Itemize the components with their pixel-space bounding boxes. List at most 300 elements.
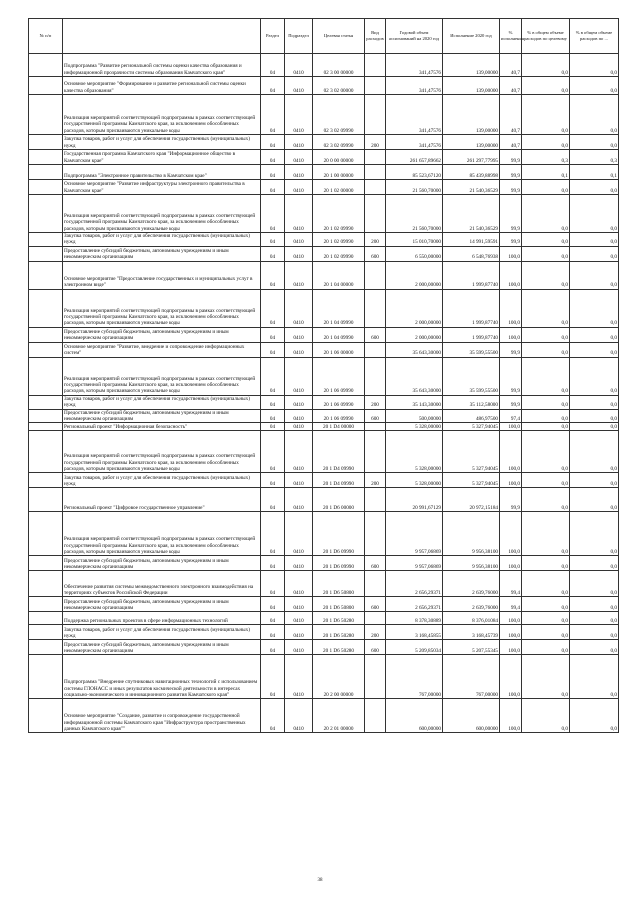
- cell-percent: 100,0: [500, 556, 522, 571]
- cell-target-article: 02 3 00 00000: [313, 54, 365, 77]
- cell-share-2: 0,0: [570, 95, 619, 135]
- cell-expense-type: [365, 180, 386, 195]
- cell-expense-type: 200: [365, 473, 386, 488]
- cell-plan-amount: 5 328,00000: [386, 431, 443, 473]
- cell-plan-amount: 35 143,30000: [386, 395, 443, 409]
- cell-percent: 40,7: [500, 77, 522, 95]
- cell-podrazdel: 0410: [285, 327, 313, 342]
- cell-share-1: 0,0: [522, 597, 570, 612]
- cell-fact-amount: 5 207,55345: [443, 640, 500, 655]
- cell-fact-amount: 767,00000: [443, 655, 500, 699]
- cell-percent: 100,0: [500, 699, 522, 733]
- cell-fact-amount: 2 639,76000: [443, 597, 500, 612]
- cell-name: Предоставление субсидий бюджетным, автономным учреждениям и иным некоммерческим организациям: [63, 327, 261, 342]
- table-row: [29, 289, 619, 327]
- cell-fact-amount: 21 540,36529: [443, 180, 500, 195]
- cell-podrazdel: 0410: [285, 512, 313, 556]
- table-row: [29, 556, 619, 571]
- cell-num: [29, 612, 63, 625]
- cell-share-1: 0,0: [522, 195, 570, 233]
- cell-percent: 100,0: [500, 512, 522, 556]
- cell-fact-amount: 139,00000: [443, 95, 500, 135]
- cell-num: [29, 597, 63, 612]
- cell-num: [29, 233, 63, 247]
- cell-name: Основное мероприятие "Формирование и развитие региональной системы оценки качества образования": [63, 77, 261, 95]
- cell-percent: 99,9: [500, 488, 522, 512]
- cell-percent: 99,9: [500, 150, 522, 165]
- cell-target-article: 20 1 02 09990: [313, 233, 365, 247]
- table-header-row: [29, 19, 619, 54]
- table-row: [29, 640, 619, 655]
- cell-target-article: 20 1 02 09990: [313, 195, 365, 233]
- cell-percent: 99,9: [500, 395, 522, 409]
- cell-percent: 100,0: [500, 261, 522, 289]
- table-row: [29, 431, 619, 473]
- cell-podrazdel: 0410: [285, 77, 313, 95]
- cell-share-1: 0,0: [522, 395, 570, 409]
- cell-target-article: 20 0 00 00000: [313, 150, 365, 165]
- cell-num: [29, 423, 63, 431]
- cell-num: [29, 261, 63, 289]
- cell-num: [29, 395, 63, 409]
- cell-share-1: 0,0: [522, 612, 570, 625]
- cell-target-article: 02 3 02 09990: [313, 135, 365, 150]
- cell-target-article: 20 1 04 09990: [313, 289, 365, 327]
- page-number: 38: [317, 878, 323, 883]
- cell-plan-amount: 341,47576: [386, 77, 443, 95]
- cell-share-1: 0,0: [522, 473, 570, 488]
- cell-fact-amount: 1 999,87740: [443, 261, 500, 289]
- cell-plan-amount: 500,00000: [386, 409, 443, 423]
- cell-razdel: 04: [261, 699, 285, 733]
- cell-name: Реализация мероприятий соответствующей подпрограммы в рамках соответствующей государственной программы Камчатского края, за исключением обособленных расходов, которым присваиваются уникальные коды: [63, 431, 261, 473]
- cell-podrazdel: 0410: [285, 150, 313, 165]
- cell-share-1: 0,0: [522, 699, 570, 733]
- cell-num: [29, 135, 63, 150]
- cell-razdel: 04: [261, 431, 285, 473]
- header-share-2: % в общем объеме расходов по ...: [570, 19, 619, 54]
- cell-expense-type: 600: [365, 246, 386, 261]
- table-row: [29, 357, 619, 395]
- table-row: [29, 150, 619, 165]
- cell-num: [29, 431, 63, 473]
- cell-share-2: 0,0: [570, 233, 619, 247]
- cell-podrazdel: 0410: [285, 342, 313, 357]
- cell-razdel: 04: [261, 246, 285, 261]
- cell-fact-amount: 14 991,59591: [443, 233, 500, 247]
- cell-expense-type: 200: [365, 135, 386, 150]
- cell-share-2: 0,0: [570, 246, 619, 261]
- cell-share-1: 0,0: [522, 135, 570, 150]
- cell-share-2: 0,0: [570, 77, 619, 95]
- cell-plan-amount: 767,00000: [386, 655, 443, 699]
- cell-num: [29, 699, 63, 733]
- cell-share-1: 0,0: [522, 261, 570, 289]
- cell-razdel: 04: [261, 195, 285, 233]
- cell-fact-amount: 486,97500: [443, 409, 500, 423]
- cell-fact-amount: 139,00000: [443, 135, 500, 150]
- cell-percent: 100,0: [500, 327, 522, 342]
- cell-podrazdel: 0410: [285, 423, 313, 431]
- cell-name: Реализация мероприятий соответствующей подпрограммы в рамках соответствующей государственной программы Камчатского края, за исключением обособленных расходов, которым присваиваются уникальные коды: [63, 512, 261, 556]
- cell-podrazdel: 0410: [285, 135, 313, 150]
- cell-share-1: 0,0: [522, 54, 570, 77]
- cell-share-2: 0,0: [570, 431, 619, 473]
- cell-razdel: 04: [261, 180, 285, 195]
- cell-num: [29, 512, 63, 556]
- header-plan: Годовой объем ассигнований на 2020 год: [386, 19, 443, 54]
- cell-plan-amount: 2 656,29371: [386, 571, 443, 597]
- cell-fact-amount: 5 327,94045: [443, 423, 500, 431]
- cell-target-article: 20 1 06 09990: [313, 357, 365, 395]
- table-row: [29, 195, 619, 233]
- cell-target-article: 02 3 02 09990: [313, 95, 365, 135]
- cell-razdel: 04: [261, 655, 285, 699]
- cell-name: Закупка товаров, работ и услуг для обеспечения государственных (муниципальных) нужд: [63, 135, 261, 150]
- cell-plan-amount: 261 657,89662: [386, 150, 443, 165]
- cell-percent: 99,9: [500, 342, 522, 357]
- cell-share-2: 0,0: [570, 699, 619, 733]
- cell-percent: 40,7: [500, 95, 522, 135]
- cell-share-2: 0,0: [570, 571, 619, 597]
- cell-name: Подпрограмма "Внедрение спутниковых навигационных технологий с использованием системы ГЛОНАСС и иных результатов космической деятельности в интересах социально-экономического и инновационного развития Камчатского края": [63, 655, 261, 699]
- cell-podrazdel: 0410: [285, 699, 313, 733]
- table-row: [29, 597, 619, 612]
- header-vr: Вид расходов: [365, 19, 386, 54]
- cell-razdel: 04: [261, 357, 285, 395]
- cell-share-2: 0,0: [570, 488, 619, 512]
- cell-razdel: 04: [261, 327, 285, 342]
- cell-expense-type: 600: [365, 327, 386, 342]
- cell-razdel: 04: [261, 233, 285, 247]
- cell-share-1: 0,0: [522, 556, 570, 571]
- cell-num: [29, 165, 63, 180]
- cell-fact-amount: 85 439,88998: [443, 165, 500, 180]
- cell-fact-amount: 20 972,15184: [443, 488, 500, 512]
- cell-share-2: 0,0: [570, 180, 619, 195]
- cell-percent: 99,9: [500, 180, 522, 195]
- cell-plan-amount: 2 000,00000: [386, 261, 443, 289]
- header-num: № п/п: [29, 19, 63, 54]
- cell-target-article: 20 1 00 00000: [313, 165, 365, 180]
- cell-plan-amount: 5 209,85034: [386, 640, 443, 655]
- cell-fact-amount: 35 599,55500: [443, 357, 500, 395]
- header-razdel: Раздел: [261, 19, 285, 54]
- cell-percent: 100,0: [500, 473, 522, 488]
- cell-expense-type: [365, 165, 386, 180]
- cell-share-2: 0,0: [570, 395, 619, 409]
- header-name: [63, 19, 261, 54]
- cell-razdel: 04: [261, 342, 285, 357]
- cell-target-article: 20 1 02 09990: [313, 246, 365, 261]
- cell-percent: 100,0: [500, 655, 522, 699]
- cell-plan-amount: 3 168,45855: [386, 625, 443, 640]
- cell-num: [29, 357, 63, 395]
- cell-percent: 100,0: [500, 423, 522, 431]
- table-row: [29, 95, 619, 135]
- cell-plan-amount: 2 000,00000: [386, 289, 443, 327]
- cell-fact-amount: 9 956,38100: [443, 512, 500, 556]
- cell-fact-amount: 600,00000: [443, 699, 500, 733]
- cell-fact-amount: 261 297,77995: [443, 150, 500, 165]
- table-row: [29, 54, 619, 77]
- cell-expense-type: [365, 77, 386, 95]
- cell-num: [29, 409, 63, 423]
- cell-podrazdel: 0410: [285, 431, 313, 473]
- cell-share-2: 0,0: [570, 556, 619, 571]
- cell-share-2: 0,0: [570, 195, 619, 233]
- cell-podrazdel: 0410: [285, 409, 313, 423]
- cell-plan-amount: 341,47576: [386, 135, 443, 150]
- table-row: [29, 423, 619, 431]
- cell-fact-amount: 35 599,55500: [443, 342, 500, 357]
- cell-razdel: 04: [261, 150, 285, 165]
- cell-share-2: 0,0: [570, 625, 619, 640]
- table-row: [29, 488, 619, 512]
- cell-plan-amount: 6 550,00000: [386, 246, 443, 261]
- cell-num: [29, 571, 63, 597]
- cell-name: Закупка товаров, работ и услуг для обеспечения государственных (муниципальных) нужд: [63, 625, 261, 640]
- cell-expense-type: [365, 612, 386, 625]
- cell-podrazdel: 0410: [285, 640, 313, 655]
- table-row: [29, 77, 619, 95]
- cell-target-article: 20 1 D6 00000: [313, 488, 365, 512]
- cell-num: [29, 556, 63, 571]
- cell-share-1: 0,0: [522, 640, 570, 655]
- cell-name: Предоставление субсидий бюджетным, автономным учреждениям и иным некоммерческим организациям: [63, 556, 261, 571]
- cell-num: [29, 95, 63, 135]
- cell-plan-amount: 600,00000: [386, 699, 443, 733]
- cell-percent: 40,7: [500, 54, 522, 77]
- cell-share-2: 0,0: [570, 357, 619, 395]
- cell-target-article: 20 1 06 09990: [313, 395, 365, 409]
- cell-razdel: 04: [261, 488, 285, 512]
- cell-name: Подпрограмма "Электронное правительство в Камчатском крае": [63, 165, 261, 180]
- cell-share-1: 0,0: [522, 246, 570, 261]
- cell-plan-amount: 8 378,30889: [386, 612, 443, 625]
- cell-podrazdel: 0410: [285, 625, 313, 640]
- cell-plan-amount: 35 643,30000: [386, 342, 443, 357]
- cell-fact-amount: 1 999,87740: [443, 327, 500, 342]
- cell-fact-amount: 139,00000: [443, 77, 500, 95]
- table-row: [29, 342, 619, 357]
- cell-share-1: 0,0: [522, 423, 570, 431]
- cell-target-article: 20 1 04 09990: [313, 327, 365, 342]
- cell-plan-amount: 20 991,67129: [386, 488, 443, 512]
- cell-share-2: 0,1: [570, 165, 619, 180]
- cell-fact-amount: 21 540,36529: [443, 195, 500, 233]
- cell-percent: 100,0: [500, 612, 522, 625]
- cell-podrazdel: 0410: [285, 95, 313, 135]
- cell-expense-type: [365, 431, 386, 473]
- cell-razdel: 04: [261, 261, 285, 289]
- cell-plan-amount: 2 000,00000: [386, 327, 443, 342]
- cell-num: [29, 488, 63, 512]
- cell-num: [29, 473, 63, 488]
- cell-name: Государственная программа Камчатского края "Информационное общество в Камчатском крае": [63, 150, 261, 165]
- cell-share-1: 0,0: [522, 289, 570, 327]
- cell-share-2: 0,0: [570, 597, 619, 612]
- cell-expense-type: [365, 512, 386, 556]
- cell-podrazdel: 0410: [285, 556, 313, 571]
- table-row: [29, 165, 619, 180]
- cell-expense-type: 200: [365, 233, 386, 247]
- cell-share-1: 0,0: [522, 512, 570, 556]
- cell-podrazdel: 0410: [285, 612, 313, 625]
- table-row: [29, 395, 619, 409]
- cell-num: [29, 327, 63, 342]
- cell-num: [29, 289, 63, 327]
- cell-razdel: 04: [261, 556, 285, 571]
- cell-share-2: 0,0: [570, 655, 619, 699]
- cell-fact-amount: 3 168,45739: [443, 625, 500, 640]
- cell-podrazdel: 0410: [285, 261, 313, 289]
- cell-percent: 99,9: [500, 195, 522, 233]
- cell-expense-type: 600: [365, 409, 386, 423]
- table-row: [29, 571, 619, 597]
- cell-expense-type: [365, 571, 386, 597]
- cell-percent: 100,0: [500, 640, 522, 655]
- cell-razdel: 04: [261, 640, 285, 655]
- cell-razdel: 04: [261, 54, 285, 77]
- cell-expense-type: [365, 342, 386, 357]
- cell-podrazdel: 0410: [285, 289, 313, 327]
- cell-podrazdel: 0410: [285, 655, 313, 699]
- cell-name: Реализация мероприятий соответствующей подпрограммы в рамках соответствующей государственной программы Камчатского края, за исключением обособленных расходов, которым присваиваются уникальные коды: [63, 357, 261, 395]
- cell-percent: 99,9: [500, 233, 522, 247]
- table-row: [29, 261, 619, 289]
- cell-podrazdel: 0410: [285, 165, 313, 180]
- cell-target-article: 20 1 D6 50800: [313, 571, 365, 597]
- header-cs: Целевая статья: [313, 19, 365, 54]
- table-row: [29, 612, 619, 625]
- cell-expense-type: [365, 54, 386, 77]
- cell-plan-amount: 21 560,70000: [386, 180, 443, 195]
- cell-fact-amount: 5 327,94045: [443, 431, 500, 473]
- cell-num: [29, 655, 63, 699]
- cell-share-2: 0,0: [570, 473, 619, 488]
- cell-share-2: 0,0: [570, 512, 619, 556]
- header-fact: Исполнение 2020 год: [443, 19, 500, 54]
- cell-name: Реализация мероприятий соответствующей подпрограммы в рамках соответствующей государственной программы Камчатского края, за исключением обособленных расходов, которым присваиваются уникальные коды: [63, 95, 261, 135]
- table-row: [29, 473, 619, 488]
- cell-name: Закупка товаров, работ и услуг для обеспечения государственных (муниципальных) нужд: [63, 473, 261, 488]
- cell-expense-type: [365, 699, 386, 733]
- cell-expense-type: [365, 488, 386, 512]
- cell-percent: 40,7: [500, 135, 522, 150]
- cell-plan-amount: 341,47576: [386, 95, 443, 135]
- cell-share-2: 0,0: [570, 612, 619, 625]
- table-body: [29, 54, 619, 733]
- cell-podrazdel: 0410: [285, 357, 313, 395]
- cell-share-1: 0,0: [522, 180, 570, 195]
- cell-podrazdel: 0410: [285, 180, 313, 195]
- cell-share-1: 0,0: [522, 655, 570, 699]
- cell-share-2: 0,0: [570, 423, 619, 431]
- cell-expense-type: [365, 655, 386, 699]
- cell-share-2: 0,0: [570, 342, 619, 357]
- cell-target-article: 20 1 D4 09990: [313, 431, 365, 473]
- cell-name: Реализация мероприятий соответствующей подпрограммы в рамках соответствующей государственной программы Камчатского края, за исключением обособленных расходов, которым присваиваются уникальные коды: [63, 289, 261, 327]
- cell-name: Поддержка региональных проектов в сфере информационных технологий: [63, 612, 261, 625]
- cell-percent: 99,9: [500, 357, 522, 395]
- cell-plan-amount: 2 656,29371: [386, 597, 443, 612]
- cell-plan-amount: 5 328,00000: [386, 473, 443, 488]
- cell-target-article: 20 1 06 00000: [313, 342, 365, 357]
- cell-podrazdel: 0410: [285, 233, 313, 247]
- cell-podrazdel: 0410: [285, 246, 313, 261]
- cell-name: Основное мероприятие "Развитие, внедрение и сопровождение информационных систем": [63, 342, 261, 357]
- cell-share-2: 0,0: [570, 289, 619, 327]
- cell-razdel: 04: [261, 512, 285, 556]
- cell-target-article: 20 1 D6 09990: [313, 512, 365, 556]
- cell-target-article: 20 1 D6 50800: [313, 597, 365, 612]
- cell-percent: 99,4: [500, 597, 522, 612]
- table-row: [29, 327, 619, 342]
- cell-target-article: 20 1 D6 50280: [313, 625, 365, 640]
- table-row: [29, 625, 619, 640]
- cell-share-1: 0,1: [522, 165, 570, 180]
- cell-razdel: 04: [261, 473, 285, 488]
- cell-percent: 100,0: [500, 289, 522, 327]
- cell-share-2: 0,3: [570, 150, 619, 165]
- cell-percent: 97,4: [500, 409, 522, 423]
- cell-fact-amount: 9 956,38100: [443, 556, 500, 571]
- cell-num: [29, 640, 63, 655]
- cell-podrazdel: 0410: [285, 195, 313, 233]
- cell-share-1: 0,0: [522, 342, 570, 357]
- cell-share-2: 0,0: [570, 640, 619, 655]
- cell-plan-amount: 85 523,67120: [386, 165, 443, 180]
- cell-share-1: 0,3: [522, 150, 570, 165]
- cell-share-1: 0,0: [522, 571, 570, 597]
- cell-fact-amount: 6 548,76938: [443, 246, 500, 261]
- cell-target-article: 20 2 01 00000: [313, 699, 365, 733]
- table-row: [29, 409, 619, 423]
- cell-share-2: 0,0: [570, 54, 619, 77]
- cell-razdel: 04: [261, 165, 285, 180]
- cell-razdel: 04: [261, 289, 285, 327]
- cell-plan-amount: 9 957,06869: [386, 512, 443, 556]
- cell-expense-type: [365, 150, 386, 165]
- cell-razdel: 04: [261, 597, 285, 612]
- cell-name: Региональный проект "Цифровое государственное управление": [63, 488, 261, 512]
- cell-share-2: 0,0: [570, 409, 619, 423]
- cell-name: Предоставление субсидий бюджетным, автономным учреждениям и иным некоммерческим организациям: [63, 640, 261, 655]
- cell-target-article: 20 1 04 00000: [313, 261, 365, 289]
- cell-share-1: 0,0: [522, 625, 570, 640]
- cell-target-article: 20 1 06 09990: [313, 409, 365, 423]
- cell-name: Закупка товаров, работ и услуг для обеспечения государственных (муниципальных) нужд: [63, 233, 261, 247]
- cell-expense-type: 600: [365, 597, 386, 612]
- cell-target-article: 20 1 D4 09990: [313, 473, 365, 488]
- cell-share-1: 0,0: [522, 357, 570, 395]
- cell-name: Основное мероприятие "Предоставление государственных и муниципальных услуг в электронном виде": [63, 261, 261, 289]
- cell-expense-type: [365, 357, 386, 395]
- cell-podrazdel: 0410: [285, 395, 313, 409]
- cell-name: Основное мероприятие "Развитие инфраструктуры электронного правительства в Камчатском крае": [63, 180, 261, 195]
- cell-fact-amount: 1 999,87740: [443, 289, 500, 327]
- cell-name: Подпрограмма "Развитие региональной системы оценки качества образования и информационной прозрачности системы образования Камчатского края": [63, 54, 261, 77]
- cell-fact-amount: 5 327,94045: [443, 473, 500, 488]
- header-pct: % исполнения: [500, 19, 522, 54]
- cell-share-1: 0,0: [522, 327, 570, 342]
- cell-target-article: 20 1 02 00000: [313, 180, 365, 195]
- cell-fact-amount: 2 639,76000: [443, 571, 500, 597]
- cell-target-article: 20 1 D4 00000: [313, 423, 365, 431]
- header-podrazdel: Подраздел: [285, 19, 313, 54]
- cell-fact-amount: 139,00000: [443, 54, 500, 77]
